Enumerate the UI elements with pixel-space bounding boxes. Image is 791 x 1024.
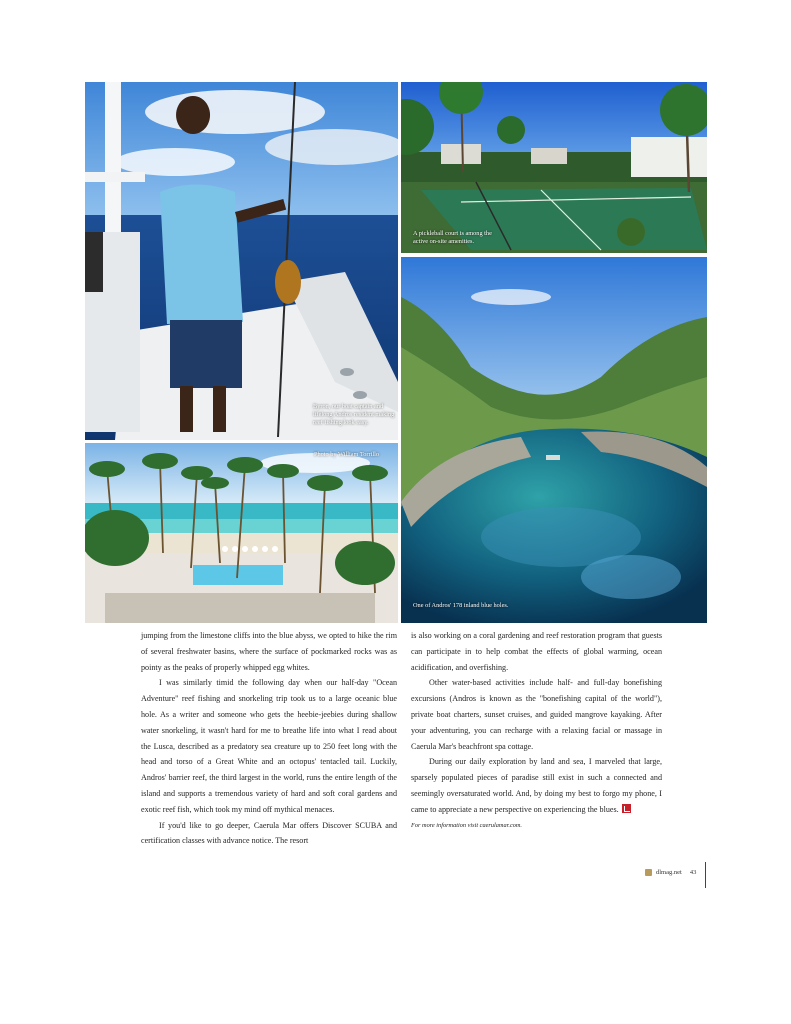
paragraph-final: [411, 754, 662, 817]
site-name: dlmag.net: [656, 869, 682, 876]
paragraph: I was similarly timid the following day when our half-day "Ocean Adventure" reef fishing and snorkeling trip took us to a large oceanic blue hole. As a writer and someone who gets the heebie-jeebies during shallow water snorkeling, it wasn't hard for me to breathe life into what I read about the Lusca, described as a predatory sea creature up to 250 feet long with the head and torso of a Great White and an octopus' tentacled tail. Luckily, Andros' barrier reef, the third largest in the world, runs the entire length of the island and supports a tremendous variety of hard and soft coral gardens and exotic reef fish, which took my mind off mythical menaces.: [141, 678, 397, 814]
captain-caption: Byron, our boat captain and lifelong Andros resident making reef fishing look easy.: [313, 403, 395, 426]
end-mark-icon: [622, 804, 631, 813]
bluehole-caption: One of Andros' 178 inland blue holes.: [413, 602, 509, 609]
magazine-logo-icon: [645, 869, 652, 876]
more-info-line: For more information visit caerulamar.com.: [411, 821, 523, 829]
photo-resort-beach: [85, 443, 398, 623]
folio-rule: [705, 862, 706, 888]
paragraph: is also working on a coral gardening and reef restoration program that guests can participate in to help combat the effects of global warming, ocean acidification, and overfishing.: [411, 631, 662, 672]
paragraph: jumping from the limestone cliffs into the blue abyss, we opted to hike the rim of several freshwater basins, where the surface of pockmarked rocks was as pointy as the peaks of properly whipped egg whites.: [141, 631, 397, 672]
paragraph: Other water-based activities include half- and full-day bonefishing excursions (Andros is known as the "bonefishing capital of the world"), private boat charters, sunset cruises, and guided mangrove kayaking. After your adventuring, you can recharge with a relaxing facial or massage in Caerula Mar's beachfront spa cottage.: [411, 678, 662, 751]
photo-boat-captain: [85, 82, 398, 440]
final-paragraph-text: During our daily exploration by land and sea, I marveled that large, sparsely populated pieces of paradise still exist in such a connected and seemingly oversaturated world. And, by doing my best to forgo my phone, I came to appreciate a new perspective on experiencing the blues.: [411, 757, 662, 814]
article-column-2: [411, 628, 662, 833]
photo-blue-hole: [401, 257, 707, 623]
paragraph: If you'd like to go deeper, Caerula Mar offers Discover SCUBA and certification classes with advance notice. The resort: [141, 820, 397, 846]
page-number: 43: [689, 869, 697, 876]
resort-photo-credit: Photo by William Torrillo: [314, 451, 380, 458]
photo-pickleball-court: [401, 82, 707, 253]
article-column-1: [141, 628, 397, 849]
page-folio: [645, 869, 696, 876]
pickleball-caption: A pickleball court is among the active on-site amenities.: [413, 230, 492, 245]
